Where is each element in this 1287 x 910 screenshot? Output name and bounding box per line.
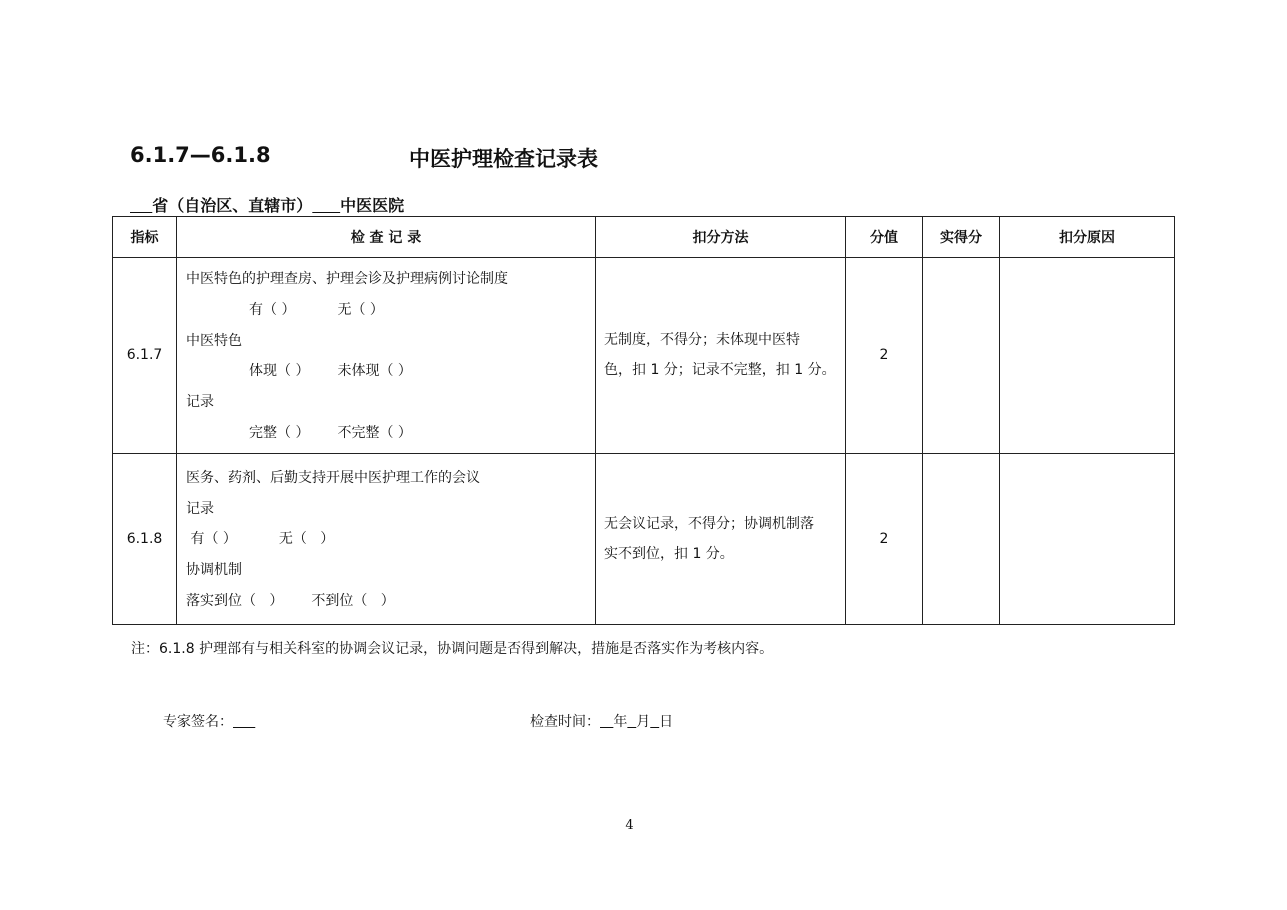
- indicator-code: 6.1.7: [113, 258, 177, 454]
- option-not-reflected[interactable]: 未体现（ ）: [337, 363, 412, 380]
- record-options: [186, 524, 595, 555]
- table-note: 注：6.1.8 护理部有与相关科室的协调会议记录，协调问题是否得到解决，措施是否落实作为考核内容。: [131, 641, 774, 657]
- hospital-label: 中医医院: [340, 196, 405, 215]
- signature-label: 专家签名：: [163, 714, 233, 730]
- method-line: 无制度，不得分；未体现中医特: [604, 332, 800, 349]
- deduction-reason-cell[interactable]: [1000, 453, 1175, 624]
- record-line: 医务、药剂、后勤支持开展中医护理工作的会议: [186, 469, 480, 486]
- day-blank[interactable]: [650, 714, 659, 730]
- year-label: 年: [613, 714, 628, 730]
- table-row: [113, 453, 1175, 624]
- column-header-method: 扣分方法: [596, 217, 846, 258]
- score-value: 2: [846, 453, 923, 624]
- month-label: 月: [636, 714, 651, 730]
- deduction-reason-cell[interactable]: [1000, 258, 1175, 454]
- province-label: 省（自治区、直辖市）: [152, 196, 313, 215]
- option-implemented[interactable]: 落实到位（ ）: [186, 592, 284, 609]
- year-blank[interactable]: [600, 714, 613, 730]
- option-incomplete[interactable]: 不完整（ ）: [337, 424, 412, 441]
- method-line: 实不到位，扣 1 分。: [604, 545, 734, 562]
- option-reflected[interactable]: 体现（ ）: [249, 363, 310, 380]
- record-line: 中医特色: [186, 332, 242, 349]
- actual-score-cell[interactable]: [923, 258, 1000, 454]
- record-line: 中医特色的护理查房、护理会诊及护理病例讨论制度: [186, 271, 508, 287]
- record-options: [186, 586, 595, 617]
- hospital-subtitle: [130, 193, 404, 216]
- option-no[interactable]: 无（ ）: [278, 531, 335, 548]
- column-header-record: 检 查 记 录: [177, 217, 596, 258]
- table-row: [113, 258, 1175, 454]
- option-yes[interactable]: 有（ ）: [186, 531, 237, 548]
- column-header-actual: 实得分: [923, 217, 1000, 258]
- deduction-method: [596, 258, 846, 454]
- record-cell: [177, 258, 596, 454]
- method-line: 色，扣 1 分；记录不完整，扣 1 分。: [604, 362, 836, 379]
- actual-score-cell[interactable]: [923, 453, 1000, 624]
- expert-signature: [163, 711, 255, 731]
- day-label: 日: [659, 714, 674, 730]
- record-options: [186, 295, 595, 326]
- table-header-row: [113, 217, 1175, 258]
- signature-blank[interactable]: [233, 714, 255, 730]
- option-no[interactable]: 无（ ）: [337, 301, 384, 318]
- date-label: 检查时间：: [530, 714, 600, 730]
- record-options: [186, 418, 595, 449]
- record-options: [186, 356, 595, 387]
- method-line: 无会议记录，不得分；协调机制落: [604, 515, 814, 532]
- page-title: 中医护理检查记录表: [409, 147, 598, 171]
- record-line: 记录: [186, 500, 214, 517]
- record-line: 协调机制: [186, 562, 242, 579]
- column-header-reason: 扣分原因: [1000, 217, 1175, 258]
- option-not-implemented[interactable]: 不到位（ ）: [311, 592, 395, 609]
- page-number: 4: [625, 818, 634, 833]
- score-value: 2: [846, 258, 923, 454]
- indicator-code: 6.1.8: [113, 453, 177, 624]
- inspection-date: [530, 711, 673, 731]
- section-code-range: 6.1.7—6.1.8: [130, 143, 271, 167]
- hospital-blank[interactable]: [312, 196, 340, 215]
- month-blank[interactable]: [627, 714, 636, 730]
- deduction-method: [596, 453, 846, 624]
- option-complete[interactable]: 完整（ ）: [249, 424, 310, 441]
- record-line: 记录: [186, 394, 214, 411]
- record-cell: [177, 453, 596, 624]
- column-header-value: 分值: [846, 217, 923, 258]
- column-header-indicator: 指标: [113, 217, 177, 258]
- option-yes[interactable]: 有（ ）: [249, 301, 296, 318]
- province-blank[interactable]: [130, 196, 152, 215]
- inspection-record-table: [112, 216, 1175, 625]
